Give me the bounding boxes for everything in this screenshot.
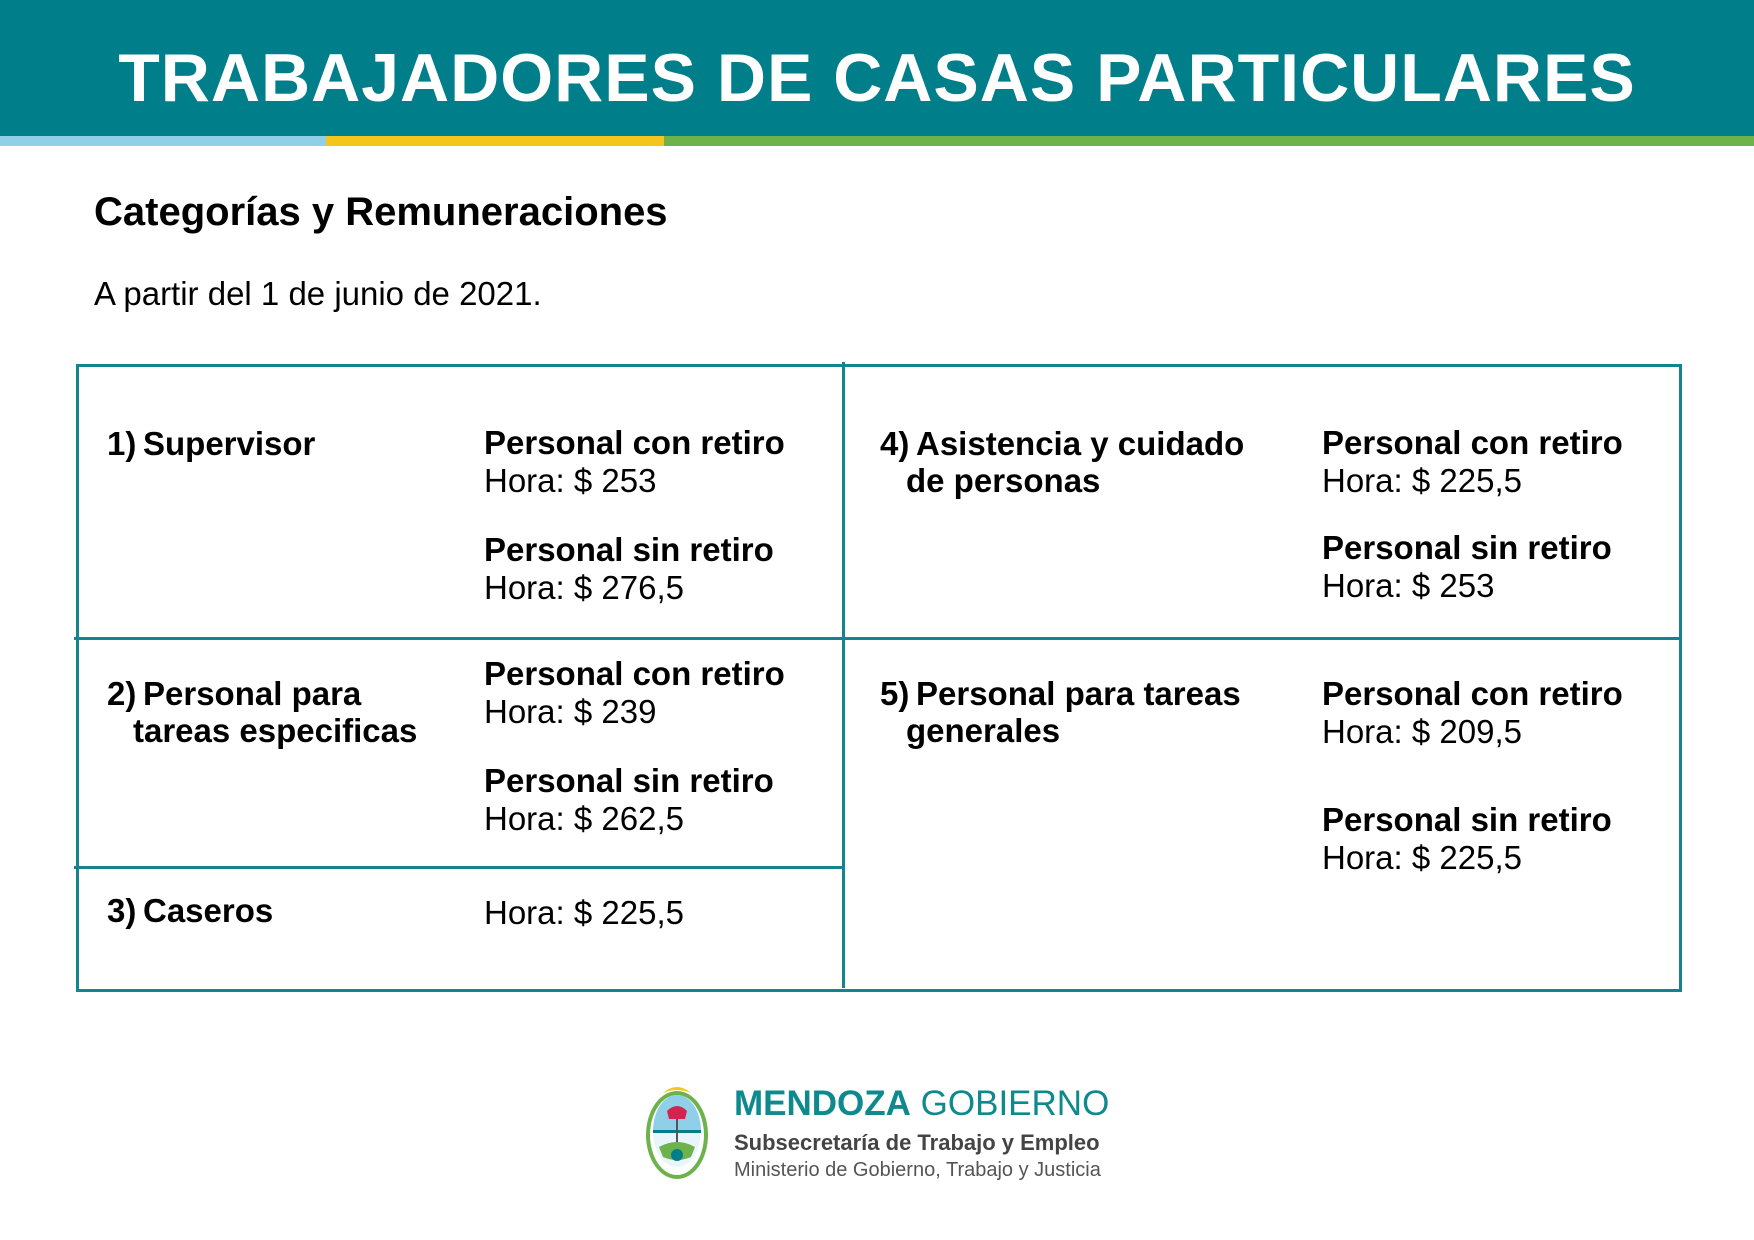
category-number: 5) [880,675,910,712]
con-retiro-label: Personal con retiro [1322,424,1623,461]
table-border-bottom [76,989,1682,992]
mendoza-coat-of-arms-icon [643,1081,711,1183]
con-retiro-label: Personal con retiro [1322,675,1623,712]
brand-bold: MENDOZA [734,1084,911,1123]
table-divider-row2 [74,866,845,869]
table-border-right [1679,364,1682,992]
sin-retiro-rate: Hora: $ 253 [1322,567,1495,604]
header-stripe-green [664,136,1754,146]
con-retiro-rate: Hora: $ 225,5 [1322,462,1522,499]
header-stripe-blue [0,136,326,146]
category-asistencia-cuidado [880,425,1244,499]
category-name: Supervisor [143,425,316,462]
brand-light: GOBIERNO [910,1084,1110,1123]
table-border-top [76,364,1682,367]
category-name: Personal para tareas [916,675,1241,712]
con-retiro-rate: Hora: $ 239 [484,693,657,730]
table-divider-center [842,362,845,988]
org-subsecretaria: Subsecretaría de Trabajo y Empleo [734,1130,1100,1155]
con-retiro-rate: Hora: $ 253 [484,462,657,499]
brand-name [734,1084,1109,1124]
rates-asistencia-cuidado [1322,424,1623,605]
rates-personal-tareas-especificas [484,655,785,838]
rates-supervisor [484,424,785,607]
category-name-cont: tareas especificas [133,712,418,749]
con-retiro-label: Personal con retiro [484,424,785,461]
rates-personal-tareas-generales [1322,675,1623,877]
category-name-cont: generales [906,712,1061,749]
rates-caseros [484,894,684,932]
sin-retiro-rate: Hora: $ 262,5 [484,800,684,837]
sin-retiro-label: Personal sin retiro [1322,529,1612,566]
section-subtitle: A partir del 1 de junio de 2021. [94,275,542,312]
category-name: Caseros [143,892,274,929]
table-divider-row1 [74,637,1680,640]
con-retiro-rate: Hora: $ 209,5 [1322,713,1522,750]
category-number: 2) [107,675,137,712]
category-personal-tareas-especificas [107,675,417,749]
category-name: Personal para [143,675,362,712]
category-personal-tareas-generales [880,675,1241,749]
category-number: 3) [107,892,137,929]
category-caseros [107,892,273,929]
org-ministerio: Ministerio de Gobierno, Trabajo y Justicia [734,1159,1101,1181]
table-border-left [76,364,79,992]
category-number: 4) [880,425,910,462]
category-supervisor [107,425,315,462]
section-title: Categorías y Remuneraciones [94,190,668,234]
con-retiro-label: Personal con retiro [484,655,785,692]
sin-retiro-rate: Hora: $ 276,5 [484,569,684,606]
category-name-cont: de personas [906,462,1101,499]
sin-retiro-label: Personal sin retiro [484,762,774,799]
sin-retiro-label: Personal sin retiro [1322,801,1612,838]
category-name: Asistencia y cuidado [916,425,1245,462]
caseros-rate: Hora: $ 225,5 [484,894,684,931]
page-title: TRABAJADORES DE CASAS PARTICULARES [118,40,1636,116]
sin-retiro-label: Personal sin retiro [484,531,774,568]
category-number: 1) [107,425,137,462]
header-bar [0,0,1754,136]
header-stripe-yellow [326,136,664,146]
sin-retiro-rate: Hora: $ 225,5 [1322,839,1522,876]
